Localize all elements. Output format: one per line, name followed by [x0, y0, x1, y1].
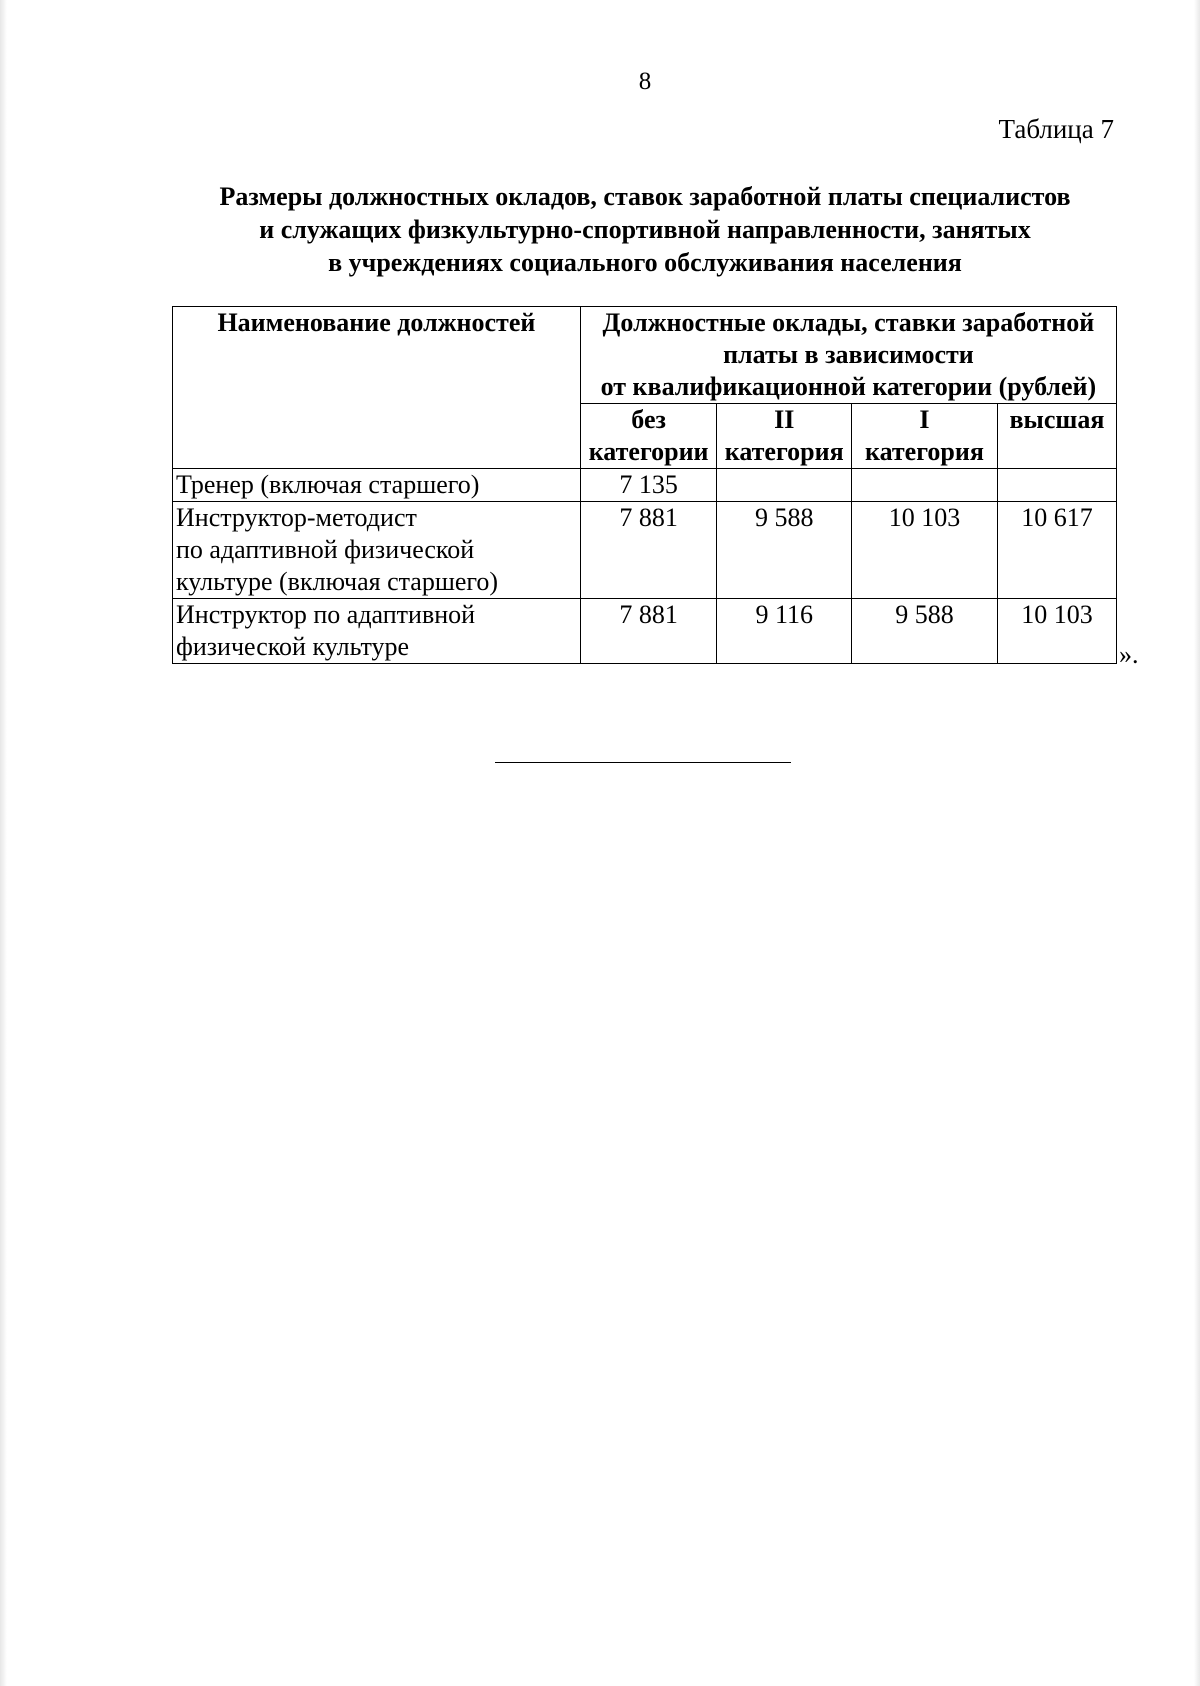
- page-number: 8: [638, 68, 652, 95]
- table-row: [173, 469, 1117, 502]
- table-row: [173, 599, 1117, 664]
- category-label: категория: [724, 437, 844, 466]
- salary-category-2: [717, 469, 852, 502]
- salary-no-category: 7 135: [580, 469, 717, 502]
- position-name-line: Тренер (включая старшего): [176, 470, 480, 499]
- salary-highest: 10 617: [997, 502, 1116, 599]
- salary-highest: [997, 469, 1116, 502]
- header-group-line: платы в зависимости: [723, 340, 974, 369]
- salary-highest: 10 103: [997, 599, 1116, 664]
- header-no-category: [580, 404, 717, 469]
- position-name-line: Инструктор по адаптивной: [176, 600, 476, 629]
- end-separator-line: [495, 762, 791, 763]
- salary-category-2: 9 116: [717, 599, 852, 664]
- salary-category-1: 10 103: [851, 502, 997, 599]
- salary-no-category: 7 881: [580, 599, 717, 664]
- title-line: Размеры должностных окладов, ставок заработной платы специалистов: [219, 182, 1071, 211]
- closing-quote: ».: [1119, 640, 1139, 669]
- document-title: [150, 180, 1140, 279]
- table-caption: Таблица 7: [998, 114, 1114, 144]
- header-highest-category: [997, 404, 1116, 469]
- position-name-line: по адаптивной физической: [176, 535, 475, 564]
- header-category-1: [851, 404, 997, 469]
- category-label: категории: [588, 437, 709, 466]
- header-position-name: Наименование должностей: [173, 307, 581, 469]
- position-name-line: Инструктор-методист: [176, 503, 417, 532]
- category-label: II: [774, 405, 795, 434]
- category-label: высшая: [1009, 405, 1105, 434]
- salary-category-1: 9 588: [851, 599, 997, 664]
- position-name: [173, 469, 581, 502]
- header-group-line: Должностные оклады, ставки заработной: [602, 308, 1095, 337]
- position-name-line: физической культуре: [176, 632, 409, 661]
- salary-category-1: [851, 469, 997, 502]
- position-name-line: культуре (включая старшего): [176, 567, 499, 596]
- title-line: в учреждениях социального обслуживания населения: [328, 248, 962, 277]
- title-line: и служащих физкультурно-спортивной направленности, занятых: [259, 215, 1031, 244]
- category-label: без: [631, 405, 666, 434]
- header-category-2: [717, 404, 852, 469]
- category-label: I: [919, 405, 930, 434]
- scan-edge-right: [1194, 0, 1200, 1686]
- header-group-line: от квалификационной категории (рублей): [600, 372, 1097, 401]
- position-name: [173, 599, 581, 664]
- table-row: [173, 502, 1117, 599]
- salary-category-2: 9 588: [717, 502, 852, 599]
- header-salary-group: [580, 307, 1116, 404]
- salary-table: [172, 306, 1117, 664]
- table-header-row: [173, 307, 1117, 404]
- scan-edge-left: [0, 0, 7, 1686]
- category-label: категория: [865, 437, 984, 466]
- salary-no-category: 7 881: [580, 502, 717, 599]
- position-name: [173, 502, 581, 599]
